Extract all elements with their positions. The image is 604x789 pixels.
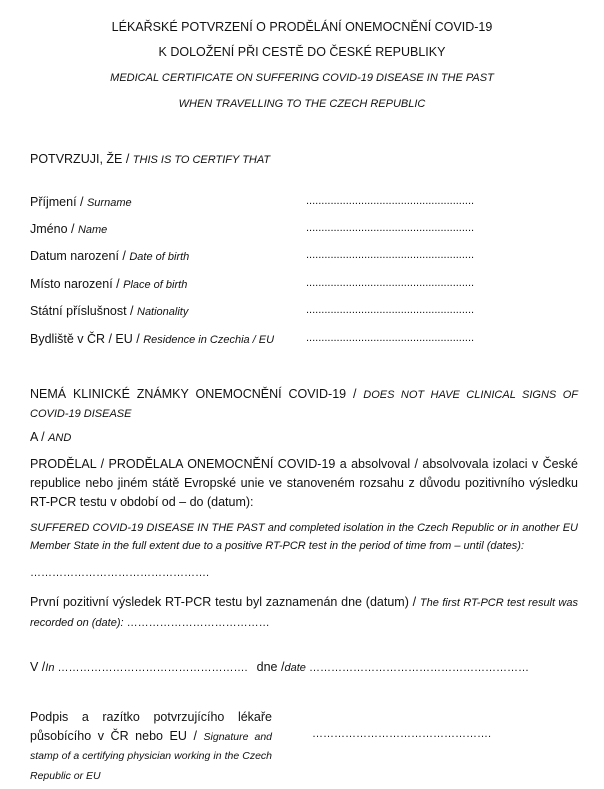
place-date-line: V /In ……………………………………………. dne /date ……………………………………………………: [30, 660, 529, 674]
field-name-label: Jméno / Name: [30, 222, 108, 236]
field-nationality-dots[interactable]: .......................................................: [306, 304, 475, 316]
suffered-statement-en: SUFFERED COVID-19 DISEASE IN THE PAST and completed isolation in the Czech Republic or in another EU Member State in the full extent due to a positive RT-PCR test in the period of time from – until (dates):: [30, 522, 578, 552]
clinical-signs-statement: NEMÁ KLINICKÉ ZNÁMKY ONEMOCNĚNÍ COVID-19 / DOES NOT HAVE CLINICAL SIGNS OF COVID-19 DISEASE: [30, 387, 578, 420]
title-en-line-1: MEDICAL CERTIFICATE ON SUFFERING COVID-19 DISEASE IN THE PAST: [110, 72, 494, 84]
field-dob-label: Datum narození / Date of birth: [30, 249, 190, 263]
first-result-statement: První pozitivní výsledek RT-PCR testu byl zaznamenán dne (datum) / The first RT-PCR test result was recorded on (date): …………………………………: [30, 595, 578, 629]
field-dob-dots[interactable]: .......................................................: [306, 249, 475, 261]
certify-cz: POTVRZUJI, ŽE /: [30, 152, 133, 166]
field-residence-label: Bydliště v ČR / EU / Residence in Czechia / EU: [30, 332, 275, 346]
certify-line: [30, 152, 270, 166]
and-line: A / AND: [30, 430, 72, 444]
signature-dots[interactable]: ………………………………………….: [312, 728, 492, 740]
first-result-dots[interactable]: …………………………………: [126, 617, 270, 629]
title-en-line-2: WHEN TRAVELLING TO THE CZECH REPUBLIC: [178, 98, 426, 110]
title-cz-line-2: K DOLOŽENÍ PŘI CESTĚ DO ČESKÉ REPUBLIKY: [158, 45, 446, 59]
field-nationality-label: Státní příslušnost / Nationality: [30, 304, 189, 318]
field-surname-dots[interactable]: .......................................................: [306, 195, 475, 207]
date-dots[interactable]: ……………………………………………………: [305, 662, 529, 674]
signature-label: Podpis a razítko potvrzujícího lékaře působícího v ČR nebo EU / Signature and stamp of a certifying physician working in the Czech Republic or EU: [30, 710, 272, 782]
field-pob-dots[interactable]: .......................................................: [306, 277, 475, 289]
place-dots[interactable]: …………………………………………….: [54, 662, 251, 674]
field-surname-label: Příjmení / Surname: [30, 195, 132, 209]
field-pob-label: Místo narození / Place of birth: [30, 277, 188, 291]
field-name-dots[interactable]: .......................................................: [306, 222, 475, 234]
certify-en: THIS IS TO CERTIFY THAT: [132, 154, 271, 166]
title-cz-line-1: LÉKAŘSKÉ POTVRZENÍ O PRODĚLÁNÍ ONEMOCNĚNÍ COVID-19: [111, 20, 493, 34]
field-residence-dots[interactable]: .......................................................: [306, 332, 475, 344]
suffered-statement-cz: PRODĚLAL / PRODĚLALA ONEMOCNĚNÍ COVID-19 a absolvoval / absolvovala izolaci v České republice nebo jiném státě Evropské unie ve stanoveném rozsahu z důvodu pozitivního výsledku RT-PCR testu v období od – do (datum):: [30, 457, 578, 509]
isolation-dates-dots[interactable]: ………………………………………….: [30, 567, 210, 579]
